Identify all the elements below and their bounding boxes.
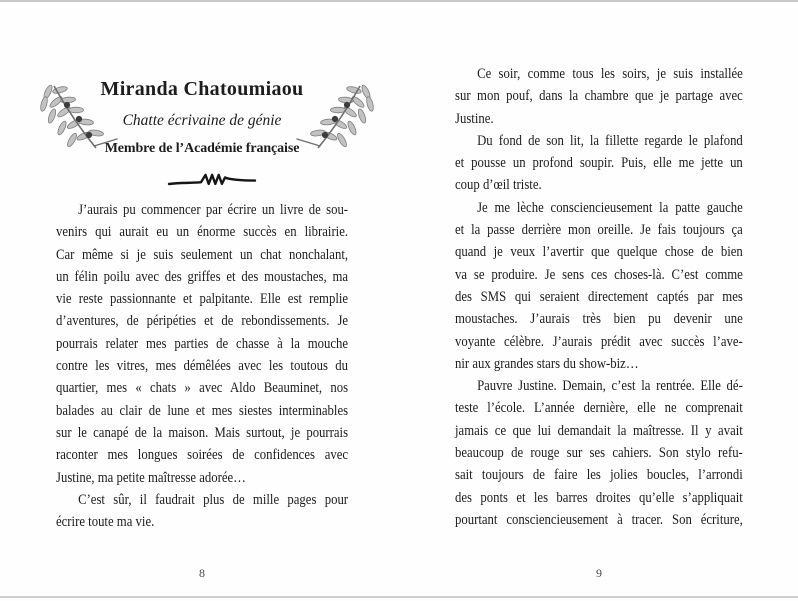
left-page-text [56,199,348,533]
bottom-frame-line [0,596,798,598]
text-line: coup d’œil triste. [455,177,542,194]
text-line: voyante célèbre. J’aurais prédit avec succès l’ave- [455,333,743,350]
text-line: Du fond de son lit, la fillette regarde le plafond [477,132,743,149]
text-line: Justine, ma petite maîtresse adorée… [56,469,246,486]
text-line: sait toujours de faire les jolies boucles, l’arrondi [455,467,743,484]
text-line: Ce soir, comme tous les soirs, je suis installée [477,66,743,82]
text-line: vie reste passionnante et palpitante. Elle est remplie [56,291,349,308]
text-line: un félin poilu avec des griffes et des moustaches, ma [56,268,349,285]
text-line: raconter mes longues soirées de confidences avec [56,447,349,464]
text-line: contre les vitres, mes démêlées avec les toutous du [56,358,349,375]
top-frame-line [0,0,798,2]
right-page-number: 9 [596,566,602,580]
text-line: venirs qui aurait eu un énorme succès en librairie. [56,224,349,241]
author-affiliation: Membre de l’Académie française [104,141,300,156]
text-line: écrire toute ma vie. [56,514,155,531]
text-line: Justine. [455,110,494,127]
text-line: Car même si je suis seulement un chat nonchalant, [56,246,349,263]
text-line: va se produire. Je sens ces choses-là. C’est comme [455,266,743,283]
text-line: jamais ce que lui demandait la maîtresse. Il y avait [455,422,743,439]
left-page-number: 8 [199,566,205,580]
author-name: Miranda Chatoumiaou [100,78,304,100]
text-line: C’est sûr, il faudrait plus de mille pages pour [78,491,349,508]
right-page-text [455,63,743,531]
text-line: pourtant consciencieusement à tracer. Son écriture, [455,511,743,528]
text-line: Je me lèche consciencieusement la patte gauche [477,199,743,216]
text-line: pourrais relater mes parties de chasse à la mouche [56,335,349,352]
text-line: des SMS qui seraient directement captés par mes [455,288,743,305]
text-line: balades au clair de lune et mes siestes interminables [56,402,349,419]
text-line: moustaches. J’aurais très bien pu devenir une [455,311,743,328]
text-line: beaucoup de rouge sur ses cahiers. Son stylo refu- [455,445,743,462]
text-line: teste l’école. L’année dernière, elle ne comprenait [455,400,743,417]
text-line: des ponts et les barres droites qu’elle s’appliquait [455,489,743,506]
text-line: J’aurais pu commencer par écrire un livre de sou- [78,202,349,218]
author-subtitle: Chatte écrivaine de génie [122,112,282,129]
text-line: et la passe derrière mon oreille. Je fais toujours ça [455,222,743,239]
text-line: quartier, mes « chats » avec Aldo Beauminet, nos [56,380,349,397]
text-line: quand je veux l’avertir que quelque chose de bien [455,244,743,261]
text-line: sur le canapé de la maison. Mais surtout, je pourrais [56,424,349,441]
text-line: et pousse un profond soupir. Puis, elle me jette un [455,155,743,172]
text-line: d’aventures, de péripéties et de rebondissements. Je [56,313,349,330]
rope-twist-divider-icon [166,171,258,193]
text-line: Pauvre Justine. Demain, c’est la rentrée. Elle dé- [477,378,743,395]
text-line: nir aux grandes stars du show-biz… [455,355,639,372]
text-line: sur mon pouf, dans la chambre que je partage avec [455,88,743,105]
